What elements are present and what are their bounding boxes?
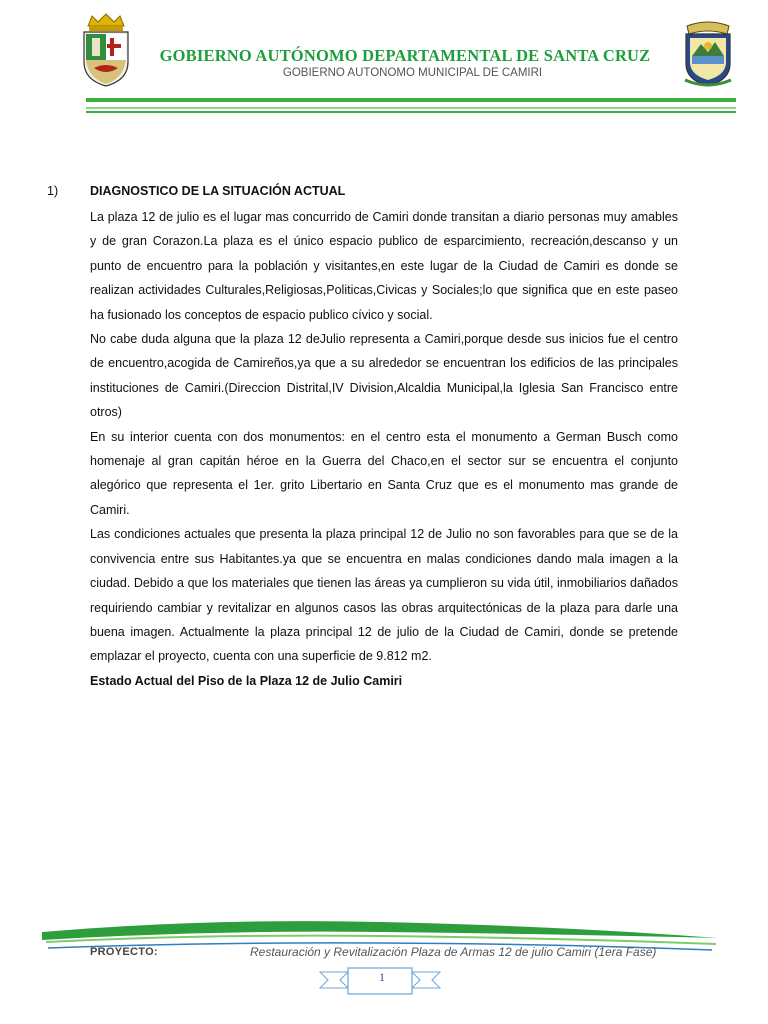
- page-number: 1: [379, 970, 385, 984]
- santa-cruz-coat-of-arms-icon: [80, 12, 132, 88]
- header-subtitle: GOBIERNO AUTONOMO MUNICIPAL DE CAMIRI: [282, 67, 543, 79]
- header-rule: [86, 107, 736, 109]
- header-title: GOBIERNO AUTÓNOMO DEPARTAMENTAL DE SANTA CRUZ: [159, 46, 651, 65]
- header-rule: [86, 111, 736, 113]
- paragraph: La plaza 12 de julio es el lugar mas concurrido de Camiri donde transitan a diario personas muy amables y de gran Corazon.La plaza es el único espacio publico de esparcimiento, recreación,descanso y un punto de encuentro para la población y visitantes,en este lugar de la Ciudad de Camiri es donde se realizan actividades Culturales,Religiosas,Politicas,Civicas y Sociales;lo que significa que en este paseo ha fusionado los conceptos de espacio publico cívico y social.: [90, 210, 678, 322]
- section-number: 1): [47, 184, 59, 198]
- paragraph: En su interior cuenta con dos monumentos: en el centro esta el monumento a German Busch como homenaje al gran capitán héroe en la Guerra del Chaco,en el sector sur se encuentra el conjunto alegórico que representa el 1er. grito Libertario en Santa Cruz que es el monumento mas grande de Camiri.: [90, 429, 678, 517]
- section-body: [90, 205, 678, 693]
- paragraph: Las condiciones actuales que presenta la plaza principal 12 de Julio no son favorables para que se de la convivencia entre sus Habitantes.ya que se encuentra en malas condiciones dando mala imagen a la ciudad. Debido a que los materiales que tienen las áreas ya cumplieron su vida útil, inmobiliarios dañados requiriendo cambiar y revitalizar en algunos casos las obras arquitectónicas de la plaza para darle una buena imagen. Actualmente la plaza principal 12 de julio de la Ciudad de Camiri, donde se pretende emplazar el proyecto, cuenta con una superficie de 9.812 m2.: [90, 527, 678, 664]
- section-title: DIAGNOSTICO DE LA SITUACIÓN ACTUAL: [90, 184, 346, 198]
- footer-project-label: PROYECTO:: [90, 946, 158, 958]
- paragraph: No cabe duda alguna que la plaza 12 deJulio representa a Camiri,porque desde sus inicios fue el centro de encuentro,acogida de Camireños,ya que a su alrededor se encuentran los edificios de las principales instituciones de Camiri.(Direccion Distrital,IV Division,Alcaldia Municipal,la Iglesia San Francisco entre otros): [90, 332, 678, 420]
- footer-project-name: Restauración y Revitalización Plaza de Armas 12 de julio Camiri (1era Fase): [250, 945, 657, 959]
- header-rule: [86, 98, 736, 102]
- camiri-coat-of-arms-icon: [681, 20, 735, 88]
- subheading: Estado Actual del Piso de la Plaza 12 de Julio Camiri: [90, 673, 403, 688]
